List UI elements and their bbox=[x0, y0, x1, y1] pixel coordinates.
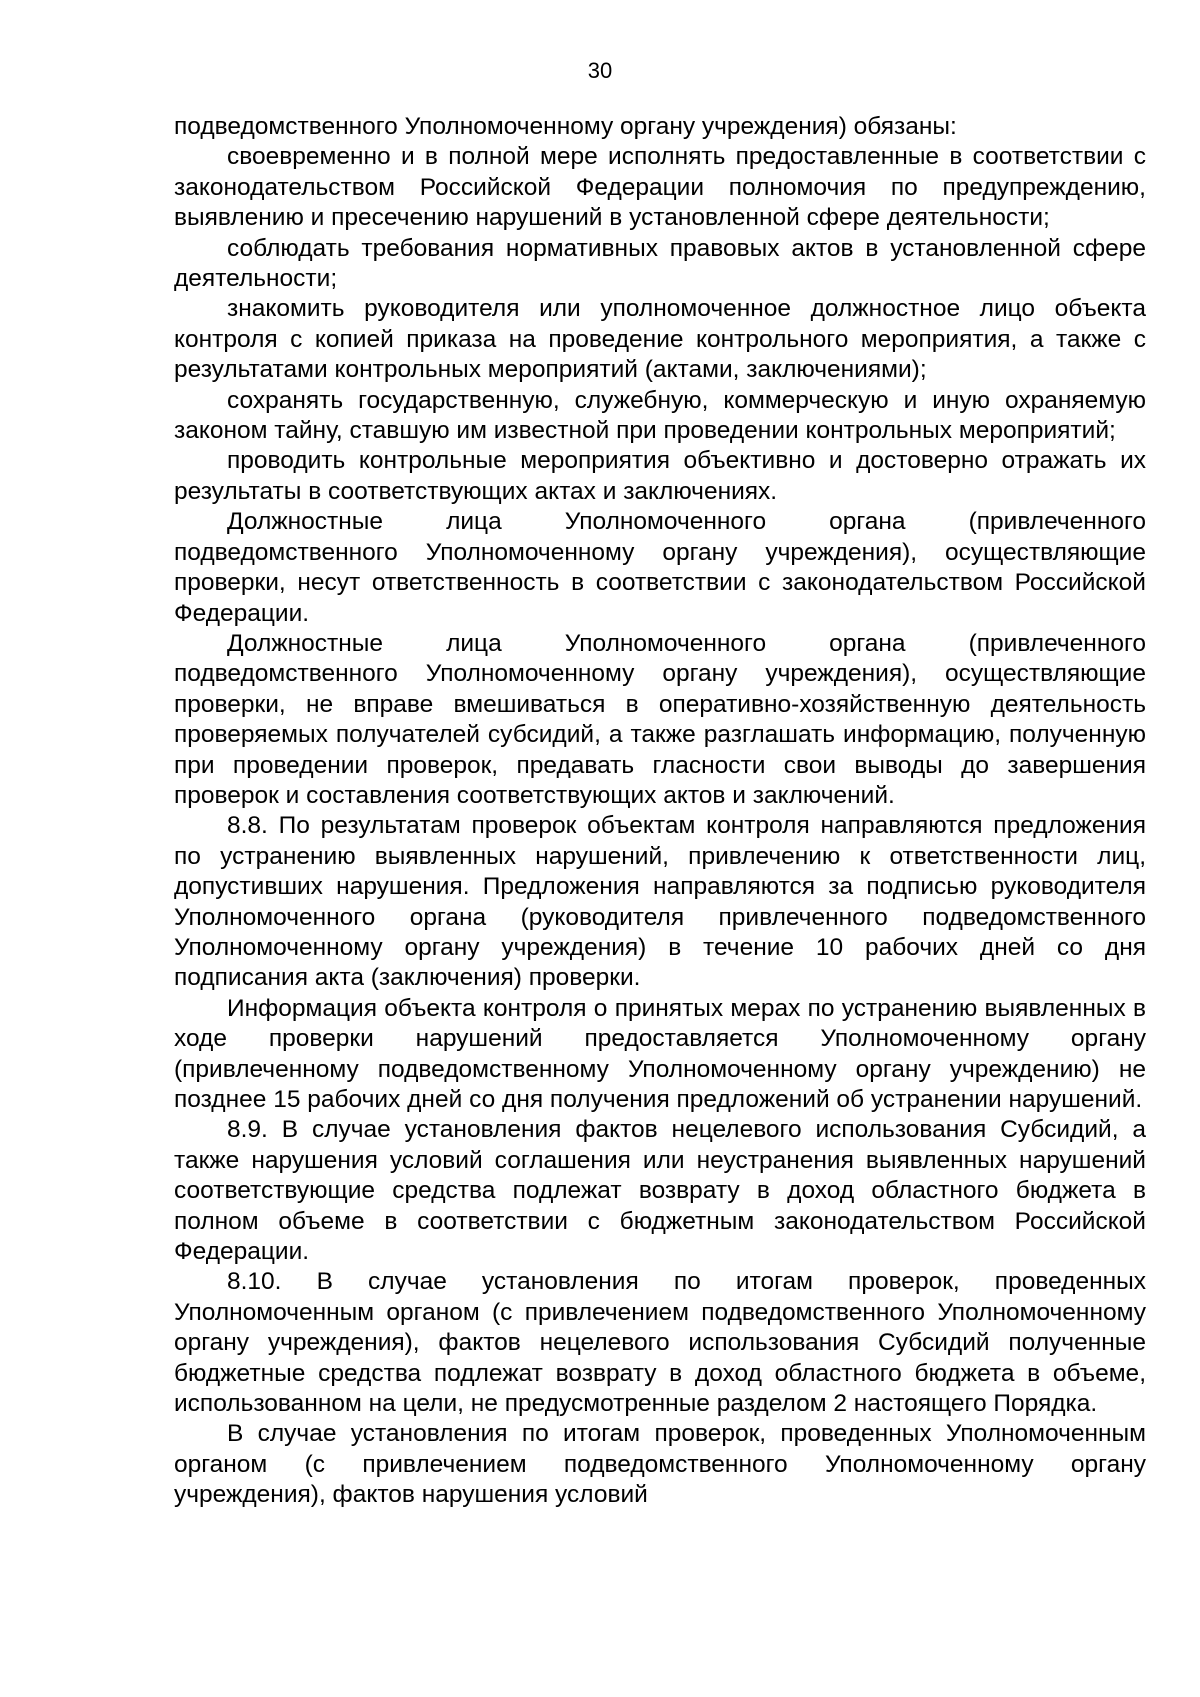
paragraph-non-interference: Должностные лица Уполномоченного органа (привлеченного подведомственного Уполномоченному органу учреждения), осуществляющие проверки, не вправе вмешиваться в оперативно-хозяйственную деятельность проверяемых получателей субсидий, а также разглашать информацию, полученную при проведении проверок, предавать гласности свои выводы до завершения проверок и составления соответствующих актов и заключений. bbox=[174, 629, 1146, 809]
paragraph-duty-4: сохранять государственную, служебную, коммерческую и иную охраняемую законом тайну, ставшую им известной при проведении контрольных мероприятий; bbox=[174, 386, 1146, 445]
paragraph-8-8: 8.8. По результатам проверок объектам контроля направляются предложения по устранению выявленных нарушений, привлечению к ответственности лиц, допустивших нарушения. Предложения направляются за подписью руководителя Уполномоченного органа (руководителя привлеченного подведомственного Уполномоченному органу учреждения) в течение 10 рабочих дней со дня подписания акта (заключения) проверки. bbox=[174, 812, 1146, 992]
document-body bbox=[174, 112, 1146, 1511]
paragraph-violation-case: В случае установления по итогам проверок, проведенных Уполномоченным органом (с привлечением подведомственного Уполномоченному органу учреждения), фактов нарушения условий bbox=[174, 1420, 1146, 1509]
page-number: 30 bbox=[587, 58, 613, 83]
paragraph-continuation: подведомственного Уполномоченному органу учреждения) обязаны: bbox=[174, 113, 957, 140]
paragraph-8-9: 8.9. В случае установления фактов нецелевого использования Субсидий, а также нарушения условий соглашения или неустранения выявленных нарушений соответствующие средства подлежат возврату в доход областного бюджета в полном объеме в соответствии с бюджетным законодательством Российской Федерации. bbox=[174, 1116, 1146, 1266]
paragraph-8-10: 8.10. В случае установления по итогам проверок, проведенных Уполномоченным органом (с привлечением подведомственного Уполномоченному органу учреждения), фактов нецелевого использования Субсидий полученные бюджетные средства подлежат возврату в доход областного бюджета в объеме, использованном на цели, не предусмотренные разделом 2 настоящего Порядка. bbox=[174, 1268, 1146, 1418]
paragraph-duty-5: проводить контрольные мероприятия объективно и достоверно отражать их результаты в соответствующих актах и заключениях. bbox=[174, 447, 1146, 505]
paragraph-responsibility: Должностные лица Уполномоченного органа (привлеченного подведомственного Уполномоченному органу учреждения), осуществляющие проверки, несут ответственность в соответствии с законодательством Российской Федерации. bbox=[174, 508, 1146, 627]
paragraph-duty-1: своевременно и в полной мере исполнять предоставленные в соответствии с законодательством Российской Федерации полномочия по предупреждению, выявлению и пресечению нарушений в установленной сфере деятельности; bbox=[174, 143, 1146, 232]
paragraph-duty-2: соблюдать требования нормативных правовых актов в установленной сфере деятельности; bbox=[174, 234, 1146, 293]
paragraph-duty-3: знакомить руководителя или уполномоченное должностное лицо объекта контроля с копией приказа на проведение контрольного мероприятия, а также с результатами контрольных мероприятий (актами, заключениями); bbox=[174, 295, 1146, 384]
paragraph-control-info: Информация объекта контроля о принятых мерах по устранению выявленных в ходе проверки нарушений предоставляется Уполномоченному органу (привлеченному подведомственному Уполномоченному органу учреждению) не позднее 15 рабочих дней со дня получения предложений об устранении нарушений. bbox=[174, 994, 1146, 1113]
